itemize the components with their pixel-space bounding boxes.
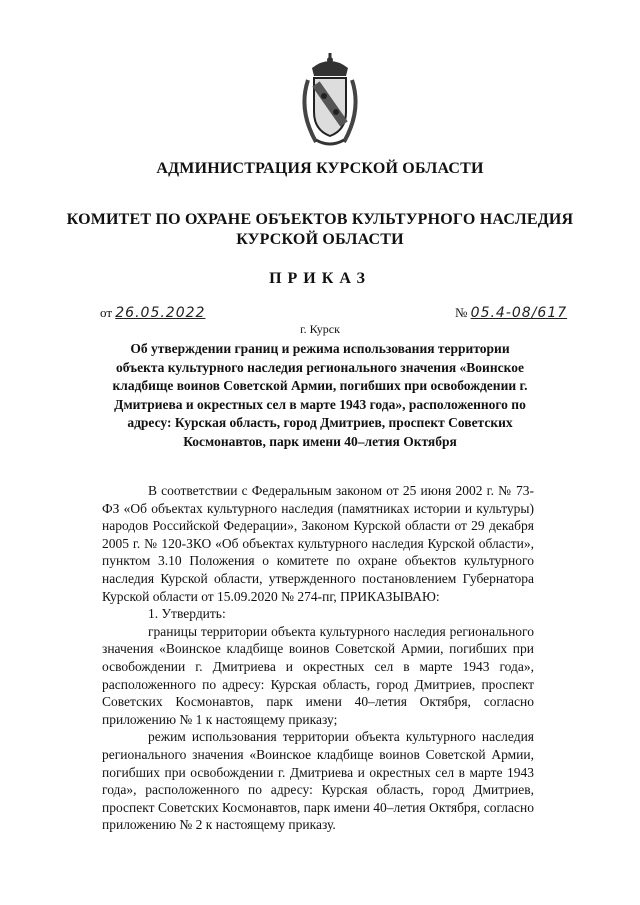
- date-prefix: от: [100, 305, 113, 320]
- paragraph-regime: режим использования территории объекта культурного наследия регионального значения «Воинское кладбище воинов Советской Армии, погибших при освобождении г. Дмитриева и окрестных сел в марте 1943 года», расположенного по адресу: Курская область, город Дмитриев, проспект Советских Космонавтов, парк имени 40–летия Октября, согласно приложению № 2 к настоящему приказу.: [102, 729, 534, 833]
- city-label: г. Курск: [300, 322, 340, 336]
- order-number: [455, 305, 567, 321]
- document-type: ПРИКАЗ: [269, 270, 371, 287]
- committee-title-line1: КОМИТЕТ ПО ОХРАНЕ ОБЪЕКТОВ КУЛЬТУРНОГО НАСЛЕДИЯ: [66, 211, 574, 228]
- date-value: 26.05.2022: [115, 305, 206, 321]
- administration-title: АДМИНИСТРАЦИЯ КУРСКОЙ ОБЛАСТИ: [156, 160, 484, 177]
- order-body: [102, 482, 534, 834]
- paragraph-preamble: В соответствии с Федеральным законом от 25 июня 2002 г. № 73-ФЗ «Об объектах культурного наследия (памятниках истории и культуры) народов Российской Федерации», Законом Курской области от 29 декабря 2005 г. № 120-ЗКО «Об объектах культурного наследия Курской области», пунктом 3.10 Положения о комитете по охране объектов культурного наследия Курской области, утвержденного постановлением Губернатора Курской области от 15.09.2020 № 274-пг, ПРИКАЗЫВАЮ:: [102, 483, 534, 604]
- number-prefix: №: [455, 305, 468, 320]
- committee-title: [0, 210, 640, 250]
- committee-title-line2: КУРСКОЙ ОБЛАСТИ: [236, 231, 404, 248]
- coat-of-arms-icon: [290, 50, 370, 150]
- paragraph-item-1: 1. Утвердить:: [148, 606, 226, 622]
- order-date: [100, 305, 205, 321]
- order-subject: Об утверждении границ и режима использования территории объекта культурного наследия регионального значения «Воинское кладбище воинов Советской Армии, погибших при освобождении г. Дмитриева и окрестных сел в марте 1943 года», расположенного по адресу: Курская область, город Дмитриев, проспект Советских Космонавтов, парк имени 40–летия Октября: [112, 341, 528, 449]
- paragraph-boundaries: границы территории объекта культурного наследия регионального значения «Воинское кладбище воинов Советской Армии, погибших при освобождении г. Дмитриева и окрестных сел в марте 1943 года», расположенного по адресу: Курская область, город Дмитриев, проспект Советских Космонавтов, парк имени 40–летия Октября, согласно приложению № 1 к настоящему приказу;: [102, 623, 534, 727]
- number-value: 05.4-08/617: [470, 305, 568, 321]
